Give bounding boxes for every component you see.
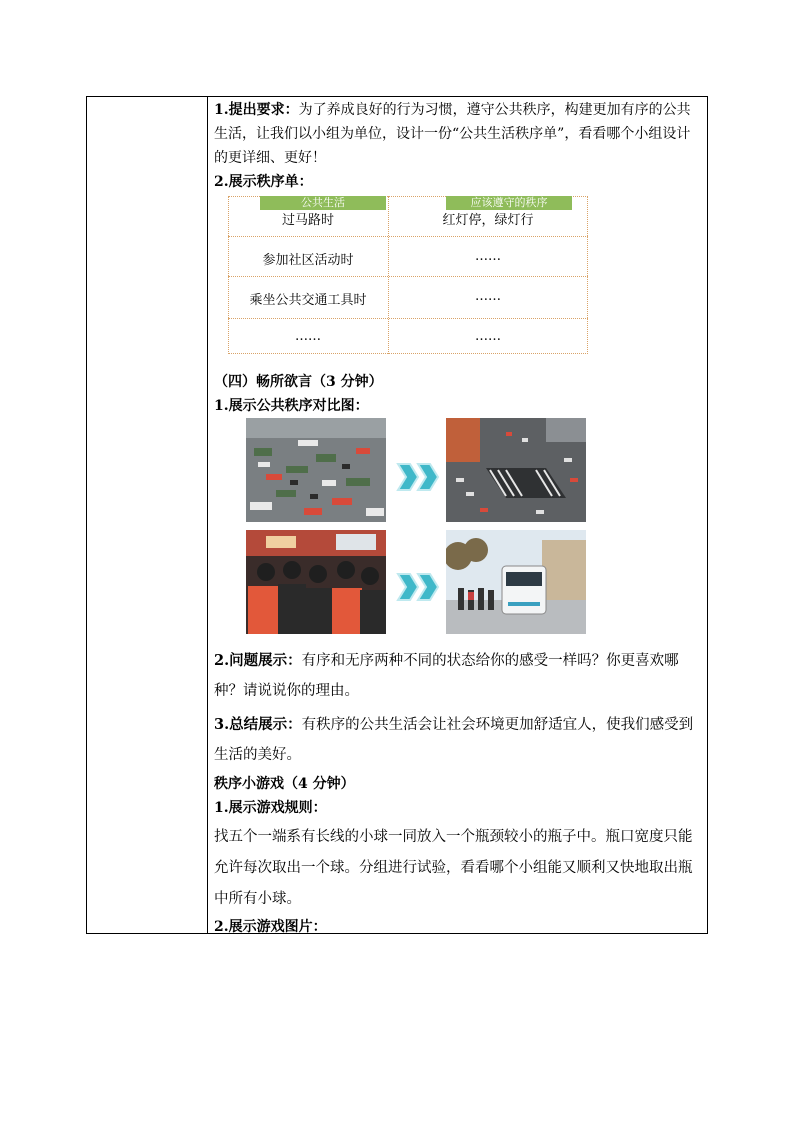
section-title-order-game: 秩序小游戏（4 分钟） <box>214 776 355 792</box>
row-left-cell: …… <box>295 329 321 344</box>
row-left-cell: 乘坐公共交通工具时 <box>249 293 367 308</box>
row-right-cell: 红灯停，绿灯行 <box>442 213 534 228</box>
game-pictures-label: 2.展示游戏图片： <box>214 919 327 935</box>
order-grid-hline <box>228 318 588 319</box>
order-grid-hline <box>228 276 588 277</box>
row-right-cell: …… <box>475 249 501 264</box>
content-column-2 <box>214 370 704 418</box>
order-grid-hline <box>228 236 588 237</box>
orderly-intersection-photo <box>446 418 586 522</box>
content-column <box>214 98 704 194</box>
requirement-text: 为了养成良好的行为习惯，遵守公共秩序，构建更加有序的公共生活，让我们以小组为单位，设计一份“公共生活秩序单”，看看哪个小组设计的更详细、更好！ <box>214 102 691 166</box>
content-column-3 <box>214 646 704 939</box>
question-label: 2.问题展示： <box>214 652 302 669</box>
orderly-bus-queue-photo <box>446 530 586 634</box>
chaotic-traffic-photo <box>246 418 386 522</box>
section-title-speak-freely: （四）畅所欲言（3 分钟） <box>214 374 383 390</box>
requirement-paragraph <box>214 98 702 170</box>
game-rules-text: 找五个一端系有长线的小球一同放入一个瓶颈较小的瓶子中。瓶口宽度只能允许每次取出一个球。分组进行试验，看看哪个小组能又顺利又快地取出瓶中所有小球。 <box>214 829 693 907</box>
summary-text: 有秩序的公共生活会让社会环境更加舒适宜人，使我们感受到生活的美好。 <box>214 717 694 763</box>
double-chevron-arrow-icon <box>396 570 442 608</box>
question-paragraph <box>214 646 704 706</box>
row-right-cell: …… <box>475 289 501 304</box>
game-rules-label: 1.展示游戏规则： <box>214 800 327 816</box>
order-list-table <box>228 196 588 354</box>
show-comparison-label: 1.展示公共秩序对比图： <box>214 398 369 414</box>
show-order-list-label: 2.展示秩序单： <box>214 174 313 190</box>
double-chevron-arrow-icon <box>396 460 442 498</box>
header-order-rules: 应该遵守的秩序 <box>446 196 572 210</box>
question-text: 有序和无序两种不同的状态给你的感受一样吗？你更喜欢哪种？请说说你的理由。 <box>214 653 679 699</box>
requirement-label: 1.提出要求： <box>214 102 299 118</box>
row-left-cell: 过马路时 <box>281 213 334 228</box>
row-left-cell: 参加社区活动时 <box>262 253 354 268</box>
summary-paragraph <box>214 710 704 770</box>
column-divider <box>207 96 208 934</box>
summary-label: 3.总结展示： <box>214 716 302 733</box>
row-right-cell: …… <box>475 329 501 344</box>
header-public-life: 公共生活 <box>260 196 386 210</box>
crowded-boarding-photo <box>246 530 386 634</box>
